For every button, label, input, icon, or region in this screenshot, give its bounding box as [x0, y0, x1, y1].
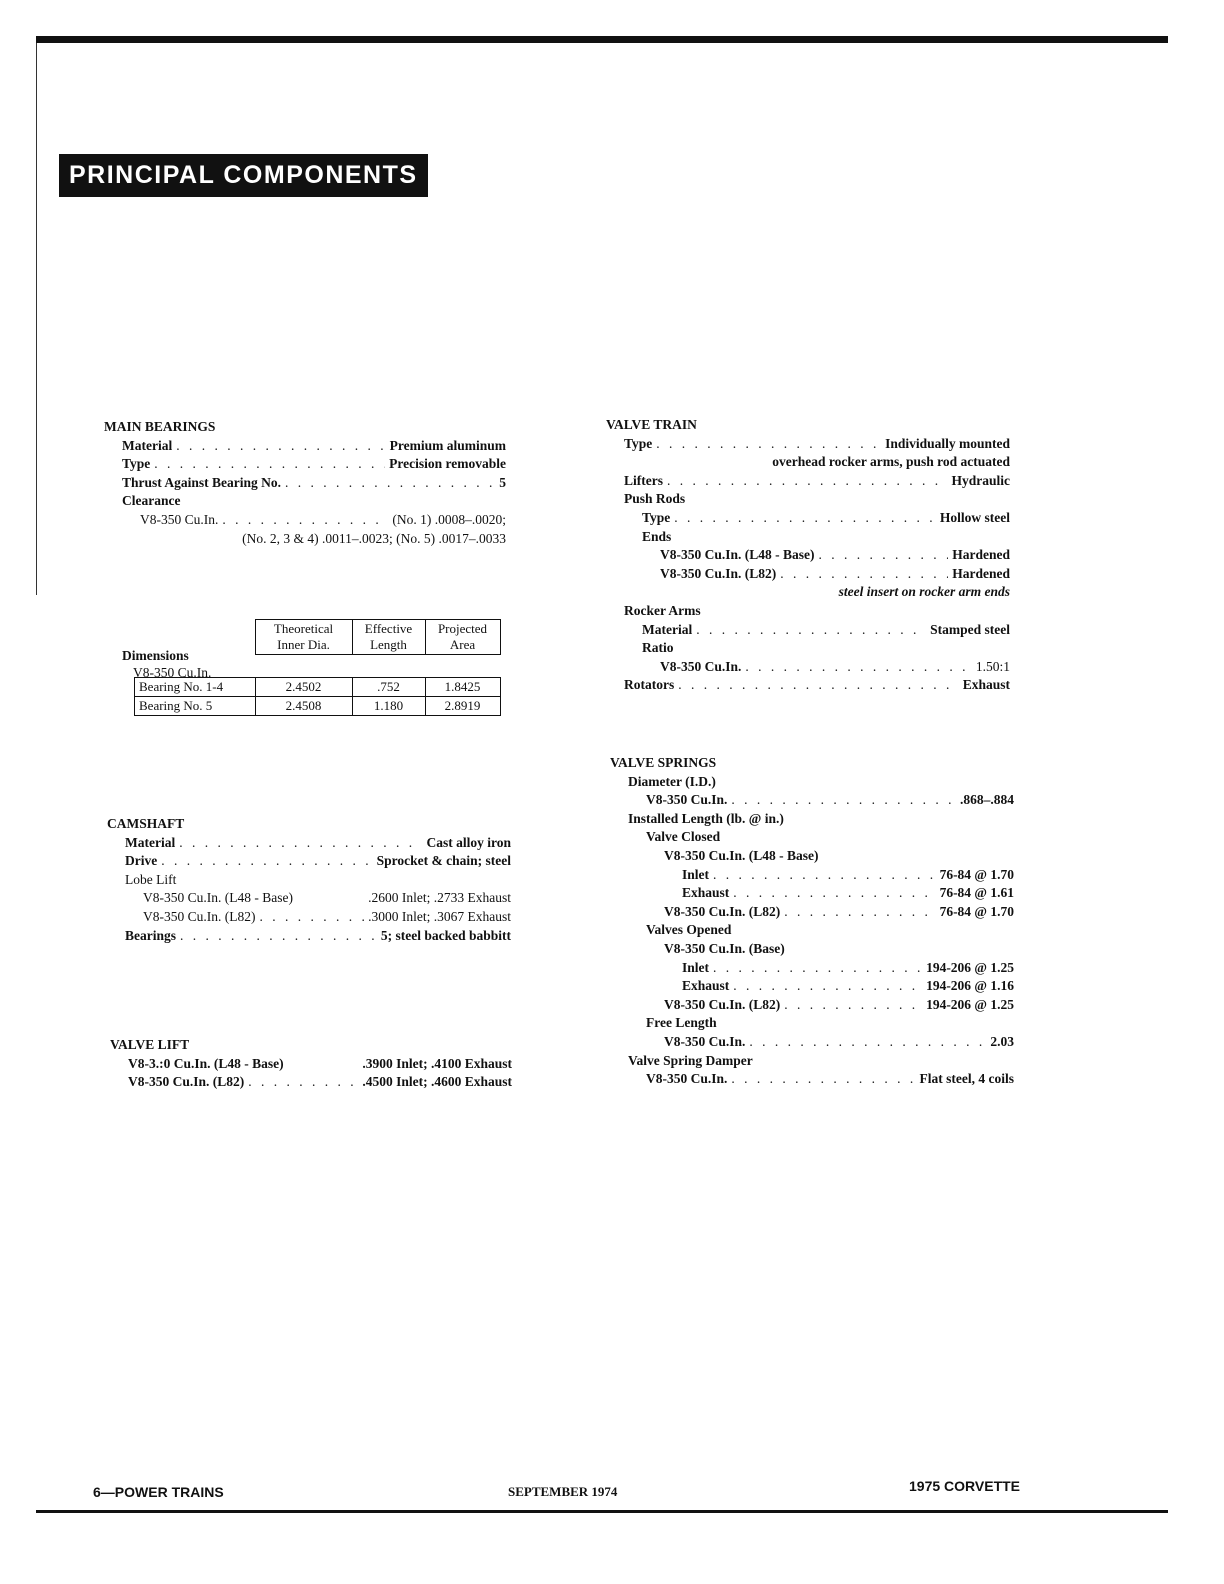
spec-row: V8-350 Cu.In. . . . .868–.884 — [610, 791, 1014, 810]
spec-subheading: Lobe Lift — [125, 871, 177, 887]
spec-subheading: V8-350 Cu.In. (Base) — [664, 940, 785, 956]
spec-row: Drive . . . Sprocket & chain; steel — [107, 852, 511, 871]
spec-continuation: steel insert on rocker arm ends — [838, 584, 1010, 600]
dimensions-label: Dimensions — [122, 648, 189, 663]
left-margin-rule — [36, 43, 37, 595]
spec-subheading: Ends — [642, 528, 672, 544]
dimensions-table — [134, 619, 501, 716]
spec-subheading: Ratio — [642, 640, 674, 656]
spec-row: Material . . . Cast alloy iron — [107, 834, 511, 853]
spec-row: V8-350 Cu.In. . . . (No. 1) .0008–.0020; — [104, 511, 506, 530]
bottom-rule — [36, 1510, 1168, 1513]
spec-row: V8-350 Cu.In. (L82) . . . .3000 Inlet; .3067 Exhaust — [107, 908, 511, 927]
spec-subheading: Clearance — [122, 493, 181, 509]
spec-row: Type . . . Hollow steel — [606, 509, 1010, 528]
spec-row: V8-350 Cu.In. (L82) . . . .4500 Inlet; .4600 Exhaust — [110, 1073, 512, 1092]
spec-row: V8-350 Cu.In. . . . 2.03 — [610, 1033, 1014, 1052]
spec-row: Type . . . Individually mounted — [606, 435, 1010, 454]
column-header: Effective Length — [352, 620, 425, 655]
spec-row: V8-350 Cu.In. (L82) . . . 194-206 @ 1.25 — [610, 996, 1014, 1015]
footer-model: 1975 CORVETTE — [909, 1478, 1021, 1494]
camshaft-heading: CAMSHAFT — [107, 816, 185, 831]
spec-row: V8-350 Cu.In. (L48 - Base) .2600 Inlet; .2733 Exhaust — [143, 890, 511, 906]
spec-row: Lifters . . . Hydraulic — [606, 472, 1010, 491]
valve-lift-heading: VALVE LIFT — [110, 1037, 190, 1052]
spec-row: V8-3.:0 Cu.In. (L48 - Base) .3900 Inlet; .4100 Exhaust — [128, 1055, 512, 1071]
spec-subheading: Free Length — [646, 1015, 717, 1031]
footer-section-name: 6—POWER TRAINS — [93, 1484, 224, 1500]
spec-continuation: overhead rocker arms, push rod actuated — [772, 454, 1010, 470]
spec-row: Inlet . . . 76-84 @ 1.70 — [610, 866, 1014, 885]
spec-subheading: Diameter (I.D.) — [628, 773, 716, 789]
spec-row: Inlet . . . 194-206 @ 1.25 — [610, 959, 1014, 978]
spec-row: Material . . . Premium aluminum — [104, 437, 506, 456]
table-header-row — [135, 620, 501, 655]
camshaft-section — [107, 815, 511, 945]
spec-subheading: Push Rods — [624, 491, 686, 507]
table-row: Bearing No. 1-4 2.4502 .752 1.8425 — [135, 678, 501, 697]
spec-row: Material . . . Stamped steel — [606, 621, 1010, 640]
spec-subheading: Valve Spring Damper — [628, 1052, 753, 1068]
valve-train-heading: VALVE TRAIN — [606, 417, 697, 432]
spec-subheading: V8-350 Cu.In. (L48 - Base) — [664, 847, 819, 863]
spec-subheading: Rocker Arms — [624, 602, 701, 618]
spec-row: Exhaust . . . 194-206 @ 1.16 — [610, 977, 1014, 996]
top-rule — [36, 36, 1168, 43]
main-bearings-section — [104, 418, 506, 548]
spec-row: V8-350 Cu.In. . . . Flat steel, 4 coils — [610, 1070, 1014, 1089]
spec-row: Type . . . Precision removable — [104, 455, 506, 474]
valve-springs-section — [610, 754, 1014, 1089]
spec-row: V8-350 Cu.In. (L82) . . . 76-84 @ 1.70 — [610, 903, 1014, 922]
table-row: Bearing No. 5 2.4508 1.180 2.8919 — [135, 697, 501, 716]
spec-row: Rotators . . . Exhaust — [606, 676, 1010, 695]
spec-subheading: Installed Length (lb. @ in.) — [628, 810, 784, 826]
spec-subheading: Valves Opened — [646, 922, 732, 938]
footer-date: SEPTEMBER 1974 — [508, 1484, 618, 1499]
spec-continuation: (No. 2, 3 & 4) .0011–.0023; (No. 5) .0017–.0033 — [242, 530, 506, 546]
spec-subheading: Valve Closed — [646, 829, 721, 845]
spec-row: Exhaust . . . 76-84 @ 1.61 — [610, 884, 1014, 903]
dimensions-sublabel: V8-350 Cu.In. — [133, 665, 212, 680]
spec-row: Bearings . . . 5; steel backed babbitt — [107, 927, 511, 946]
spec-row: V8-350 Cu.In. (L48 - Base) . . . Hardened — [606, 546, 1010, 565]
spec-row: Thrust Against Bearing No. . . . 5 — [104, 474, 506, 493]
page-title: PRINCIPAL COMPONENTS — [59, 154, 428, 197]
spec-row: V8-350 Cu.In. . . . 1.50:1 — [606, 658, 1010, 677]
main-bearings-heading: MAIN BEARINGS — [104, 419, 216, 434]
spec-row: V8-350 Cu.In. (L82) . . . Hardened — [606, 565, 1010, 584]
valve-train-section — [606, 416, 1010, 695]
valve-springs-heading: VALVE SPRINGS — [610, 755, 717, 770]
column-header: Theoretical Inner Dia. — [255, 620, 352, 655]
valve-lift-section — [110, 1036, 512, 1092]
column-header: Projected Area — [425, 620, 500, 655]
